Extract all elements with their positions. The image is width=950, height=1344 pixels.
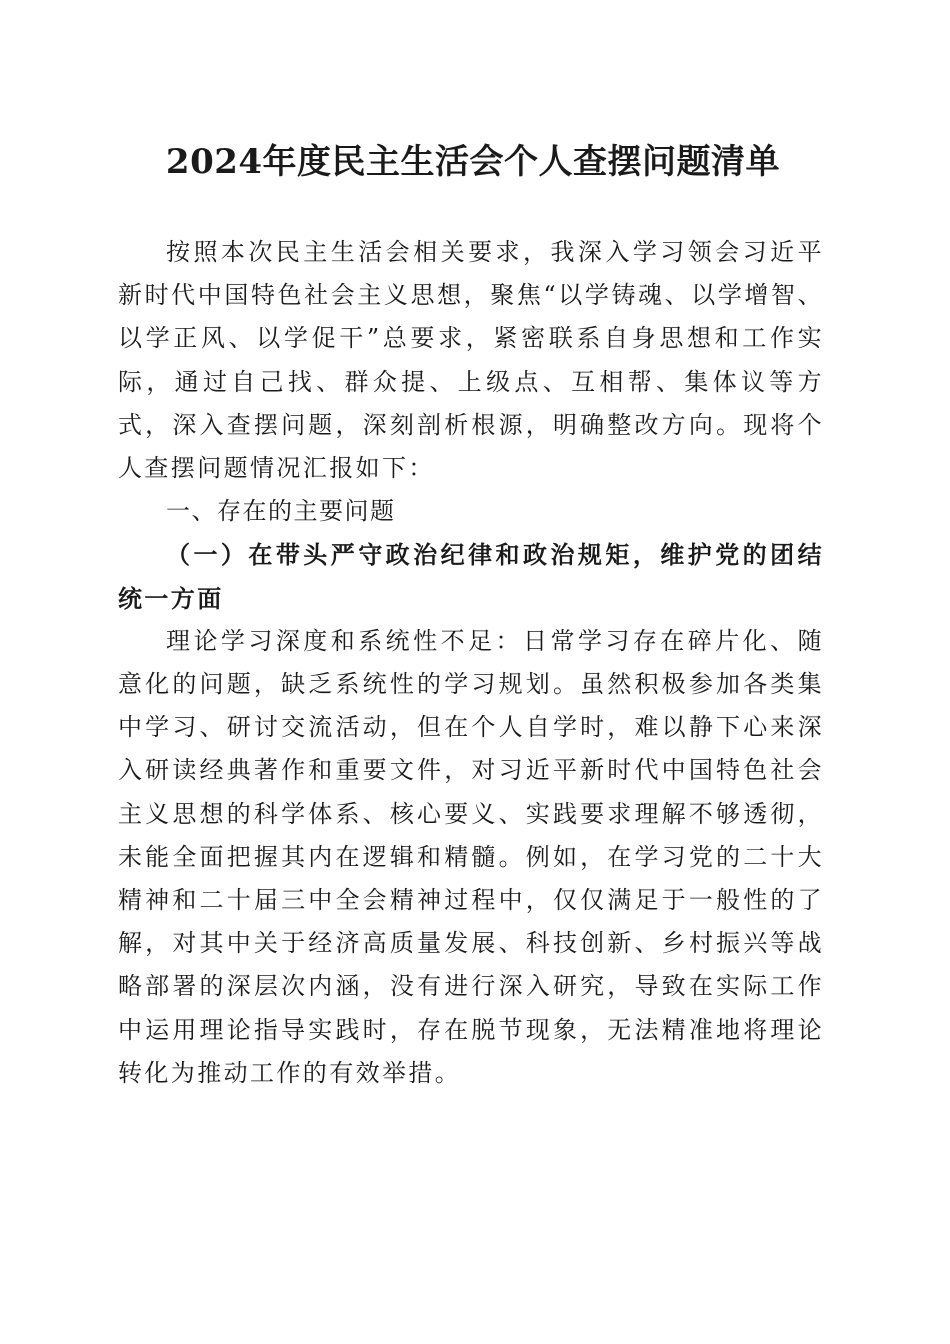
section-heading: 一、存在的主要问题 (166, 497, 396, 526)
subsection-heading: （一）在带头严守政治纪律和政治规矩，维护党的团结统一方面 (118, 540, 824, 613)
document-body (118, 231, 824, 1095)
intro-paragraph: 按照本次民主生活会相关要求，我深入学习领会习近平新时代中国特色社会主义思想，聚焦“以学铸魂、以学增智、以学正风、以学促干”总要求，紧密联系自身思想和工作实际，通过自己找、群众提、上级点、互相帮、集体议等方式，深入查摆问题，深刻剖析根源，明确整改方向。现将个人查摆问题情况汇报如下： (118, 238, 824, 483)
body-paragraph: 理论学习深度和系统性不足：日常学习存在碎片化、随意化的问题，缺乏系统性的学习规划。虽然积极参加各类集中学习、研讨交流活动，但在个人自学时，难以静下心来深入研读经典著作和重要文件，对习近平新时代中国特色社会主义思想的科学体系、核心要义、实践要求理解不够透彻，未能全面把握其内在逻辑和精髓。例如，在学习党的二十大精神和二十届三中全会精神过程中，仅仅满足于一般性的了解，对其中关于经济高质量发展、科技创新、乡村振兴等战略部署的深层次内涵，没有进行深入研究，导致在实际工作中运用理论指导实践时，存在脱节现象，无法精准地将理论转化为推动工作的有效举措。 (118, 626, 824, 1087)
document-title: 2024年度民主生活会个人查摆问题清单 (165, 142, 781, 182)
